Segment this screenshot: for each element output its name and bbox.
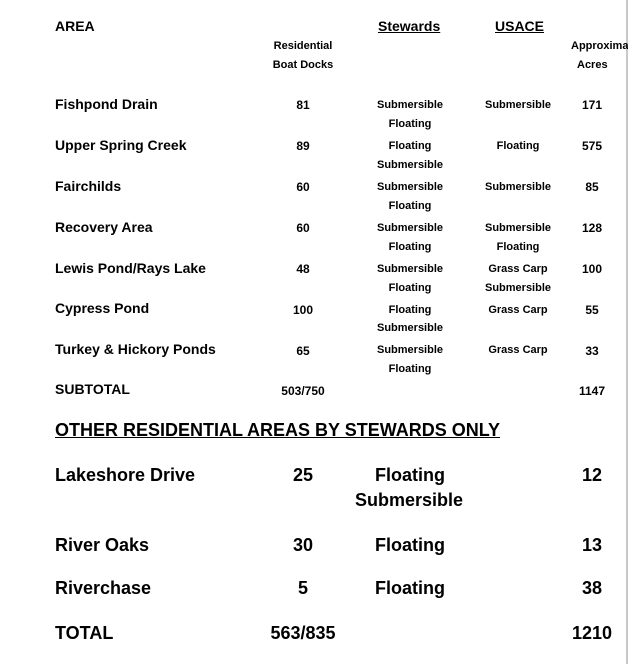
other-row-acres: 38 <box>581 578 603 598</box>
row-docks: 60 <box>296 180 310 194</box>
subtotal-docks: 503/750 <box>281 384 325 398</box>
row-docks: 60 <box>296 221 310 235</box>
row-area: Fishpond Drain <box>55 96 158 112</box>
other-row-docks: 30 <box>292 535 314 555</box>
row-area: Cypress Pond <box>55 300 150 316</box>
row-usace-line1: Submersible <box>484 181 552 193</box>
header-area: AREA <box>55 18 95 34</box>
row-stewards-line1: Submersible <box>376 344 444 356</box>
row-stewards-line2: Floating <box>388 118 432 130</box>
other-row-acres: 13 <box>581 535 603 555</box>
other-row-stewards-line2: Submersible <box>355 490 464 510</box>
row-docks: 65 <box>296 344 310 358</box>
row-acres: 55 <box>585 303 599 317</box>
row-area: Lewis Pond/Rays Lake <box>55 260 206 276</box>
total-acres: 1210 <box>571 623 613 643</box>
row-stewards-line2: Floating <box>388 363 432 375</box>
row-docks: 100 <box>292 303 314 317</box>
row-stewards-line1: Floating <box>388 304 432 316</box>
header-usace: USACE <box>495 18 545 34</box>
header-docks-line2: Boat Docks <box>272 59 334 71</box>
header-acres-line2: Acres <box>577 59 608 71</box>
other-row-acres: 12 <box>581 465 603 485</box>
row-acres: 171 <box>581 98 603 112</box>
row-stewards-line2: Floating <box>388 282 432 294</box>
row-stewards-line1: Submersible <box>376 181 444 193</box>
subtotal-label: SUBTOTAL <box>55 381 130 397</box>
row-stewards-line2: Submersible <box>376 322 444 334</box>
other-row-area: Riverchase <box>55 578 152 598</box>
other-row-stewards-line1: Floating <box>375 465 445 485</box>
header-stewards: Stewards <box>378 18 441 34</box>
row-area: Fairchilds <box>55 178 122 194</box>
row-stewards-line2: Floating <box>388 241 432 253</box>
total-label: TOTAL <box>55 623 114 643</box>
row-area: Recovery Area <box>55 219 153 235</box>
row-usace-line2: Submersible <box>484 282 552 294</box>
row-stewards-line2: Submersible <box>376 159 444 171</box>
total-docks: 563/835 <box>270 623 336 643</box>
row-usace-line1: Grass Carp <box>488 344 548 356</box>
other-row-stewards-line1: Floating <box>375 535 445 555</box>
header-acres-line1: Approxima <box>571 40 628 52</box>
row-docks: 81 <box>296 98 310 112</box>
row-usace-line1: Grass Carp <box>488 263 548 275</box>
row-stewards-line1: Submersible <box>376 263 444 275</box>
row-acres: 575 <box>581 139 603 153</box>
subtotal-acres: 1147 <box>578 384 606 398</box>
row-docks: 48 <box>296 262 310 276</box>
row-acres: 85 <box>585 180 599 194</box>
row-usace-line1: Grass Carp <box>488 304 548 316</box>
row-area: Turkey & Hickory Ponds <box>55 341 216 357</box>
row-acres: 33 <box>585 344 599 358</box>
row-stewards-line1: Submersible <box>376 99 444 111</box>
row-usace-line1: Submersible <box>484 222 552 234</box>
header-docks-line1: Residential <box>273 40 333 52</box>
other-row-stewards-line1: Floating <box>375 578 445 598</box>
row-docks: 89 <box>296 139 310 153</box>
other-row-docks: 5 <box>297 578 308 598</box>
row-usace-line1: Submersible <box>484 99 552 111</box>
section-heading-other: OTHER RESIDENTIAL AREAS BY STEWARDS ONLY <box>55 420 501 440</box>
other-row-docks: 25 <box>292 465 314 485</box>
row-stewards-line2: Floating <box>388 200 432 212</box>
row-acres: 128 <box>581 221 603 235</box>
row-acres: 100 <box>581 262 603 276</box>
other-row-area: Lakeshore Drive <box>55 465 196 485</box>
other-row-area: River Oaks <box>55 535 150 555</box>
row-usace-line2: Floating <box>496 241 540 253</box>
row-stewards-line1: Submersible <box>376 222 444 234</box>
row-usace-line1: Floating <box>496 140 540 152</box>
row-stewards-line1: Floating <box>388 140 432 152</box>
row-area: Upper Spring Creek <box>55 137 187 153</box>
